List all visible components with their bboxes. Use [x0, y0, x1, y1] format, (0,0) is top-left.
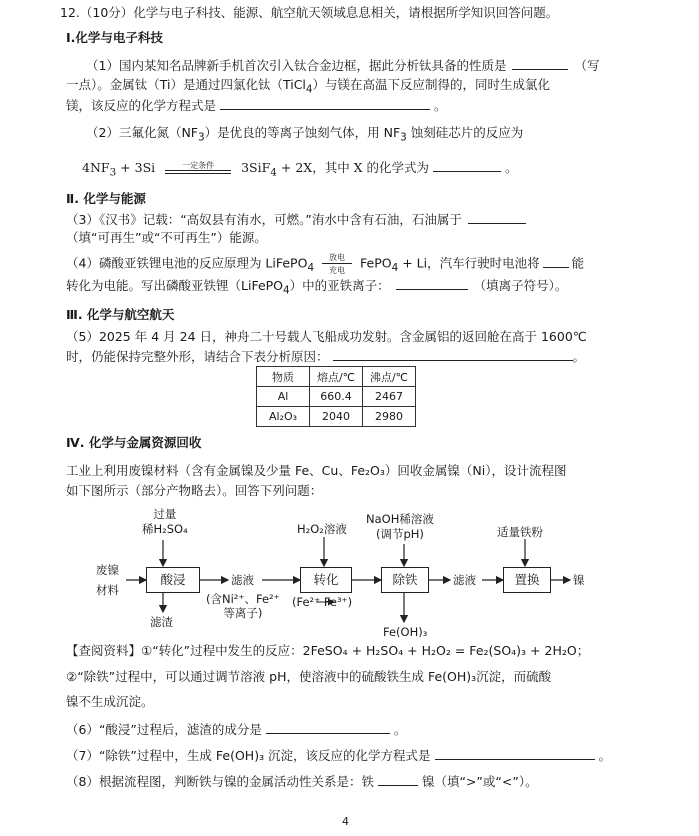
filtrate-1-note: (含Ni²⁺、Fe²⁺ 等离子): [206, 592, 280, 620]
question-header: [60, 4, 558, 22]
table-header-cell: 熔点/℃: [310, 367, 363, 387]
table-header-cell: 物质: [257, 367, 310, 387]
reaction-condition-arrow: 一定条件: [163, 160, 233, 178]
reversible-reaction-arrow: 放电 充电: [320, 251, 354, 277]
section-1-title: Ⅰ.化学与电子科技: [66, 30, 163, 45]
q3-line-1: （3）《汉书》记载：“高奴县有洧水，可燃。”洧水中含有石油，石油属于: [66, 210, 526, 229]
q6-line: （6）“酸浸”过程后，滤渣的成分是 。: [66, 722, 407, 737]
page-number: 4: [342, 815, 349, 828]
table-cell: Al: [257, 387, 310, 407]
q8-line: （8）根据流程图，判断铁与镍的金属活动性关系是：铁 镍（填“>”或“<”）。: [66, 774, 538, 789]
table-row: [257, 387, 416, 407]
filtrate-1-label: 滤液: [231, 573, 254, 587]
step-iron-removal: 除铁: [381, 567, 429, 593]
q3-blank-energy[interactable]: [468, 210, 526, 224]
question-intro: 化学与电子科技、能源、航空航天领域息息相关，请根据所学知识回答问题。: [133, 5, 559, 20]
q5-blank-reason[interactable]: [333, 347, 573, 361]
naoh-reagent-label: NaOH稀溶液 (调节pH): [366, 512, 434, 541]
section-2-title: Ⅱ. 化学与能源: [66, 191, 146, 206]
q7-blank-equation[interactable]: [435, 746, 595, 760]
filtrate-2-label: 滤液: [453, 573, 476, 587]
q2-blank-formula[interactable]: [433, 158, 501, 172]
section-3-title: Ⅲ. 化学与航空航天: [66, 307, 175, 322]
step-conversion: 转化: [300, 567, 352, 593]
s4-intro-line-1: 工业上利用废镍材料（含有金属镍及少量 Fe、Cu、Fe₂O₃）回收金属镍（Ni），设计流程图: [66, 463, 567, 478]
conversion-note: (Fe²⁺ Fe³⁺): [292, 595, 353, 609]
q4-line-2: 转化为电能。写出磷酸亚铁锂（LiFePO$_4$）中的亚铁离子： （填离子符号）。: [66, 278, 568, 297]
q4-blank-ion[interactable]: [396, 276, 468, 290]
q6-blank-residue[interactable]: [266, 720, 390, 734]
s4-intro-line-2: 如下图所示（部分产物略去）。回答下列问题：: [66, 483, 323, 498]
table-row: [257, 407, 416, 427]
section-4-title: Ⅳ. 化学与金属资源回收: [66, 435, 202, 450]
q7-line: （7）“除铁”过程中，生成 Fe(OH)₃ 沉淀，该反应的化学方程式是 。: [66, 748, 612, 763]
table-cell: 2040: [310, 407, 363, 427]
q2-line-1: （2）三氟化氮$(NF_3)$是优良的等离子蚀刻气体，用 $NF_3$ 蚀刻硅芯片的反应为: [86, 125, 524, 144]
nickel-product-label: 镍: [573, 573, 585, 587]
acid-reagent-label: 过量 稀H₂SO₄: [142, 507, 188, 536]
q3-line-2: （填“可再生”或“不可再生”）能源。: [66, 230, 267, 245]
table-cell: Al₂O₃: [257, 407, 310, 427]
q5-line-2: 时，仍能保持完整外形，请结合下表分析原因： 。: [66, 349, 586, 364]
q4-line-1: （4）磷酸亚铁锂电池的反应原理为 LiFePO$_4$ 放电 充电 FePO$_4$ + Li，汽车行驶时电池将 能: [66, 253, 585, 275]
reference-line-1: 【查阅资料】①“转化”过程中发生的反应：2FeSO₄ + H₂SO₄ + H₂O₂ = Fe₂(SO₄)₃ + 2H₂O；: [66, 643, 590, 658]
q4-blank-energy[interactable]: [543, 254, 569, 268]
table-header-cell: 沸点/℃: [363, 367, 416, 387]
q5-line-1: （5）2025 年 4 月 24 日，神舟二十号载人飞船成功发射。含金属铝的返回舱在高于 1600℃: [66, 329, 587, 344]
q1-line-1: （1）国内某知名品牌新手机首次引入钛合金边框，据此分析钛具备的性质是 （写: [86, 58, 600, 73]
table-cell: 660.4: [310, 387, 363, 407]
melting-boiling-table: [256, 366, 416, 427]
fe-oh3-label: Fe(OH)₃: [383, 625, 428, 639]
q8-blank-comparison[interactable]: [378, 772, 418, 786]
question-number: 12.（10分）: [60, 5, 134, 20]
step-replacement: 置换: [503, 567, 551, 593]
table-header-row: [257, 367, 416, 387]
reference-line-3: 镍不生成沉淀。: [66, 694, 154, 709]
q1-blank-property[interactable]: [512, 56, 568, 70]
q2-equation: $4NF_3 + 3Si$ 一定条件 3SiF$_4$ + 2X，其中 X 的化学式为 。: [82, 160, 518, 179]
h2o2-reagent-label: H₂O₂溶液: [297, 522, 347, 536]
raw-material-label: 废镍 材料: [96, 563, 119, 597]
table-cell: 2980: [363, 407, 416, 427]
q1-blank-equation[interactable]: [220, 96, 430, 110]
residue-label: 滤渣: [150, 615, 173, 629]
reference-line-2: ②“除铁”过程中，可以通过调节溶液 pH，使溶液中的硫酸铁生成 Fe(OH)₃沉淀，而硫酸: [66, 669, 552, 684]
step-acid-leach: 酸浸: [146, 567, 200, 593]
q1-line-2: 一点）。金属钛（Ti）是通过四氯化钛（TiCl$_4$）与镁在高温下反应制得的，同时生成氯化: [66, 77, 551, 96]
iron-powder-label: 适量铁粉: [497, 525, 543, 539]
table-cell: 2467: [363, 387, 416, 407]
q1-line-3: 镁，该反应的化学方程式是 。: [66, 98, 447, 113]
